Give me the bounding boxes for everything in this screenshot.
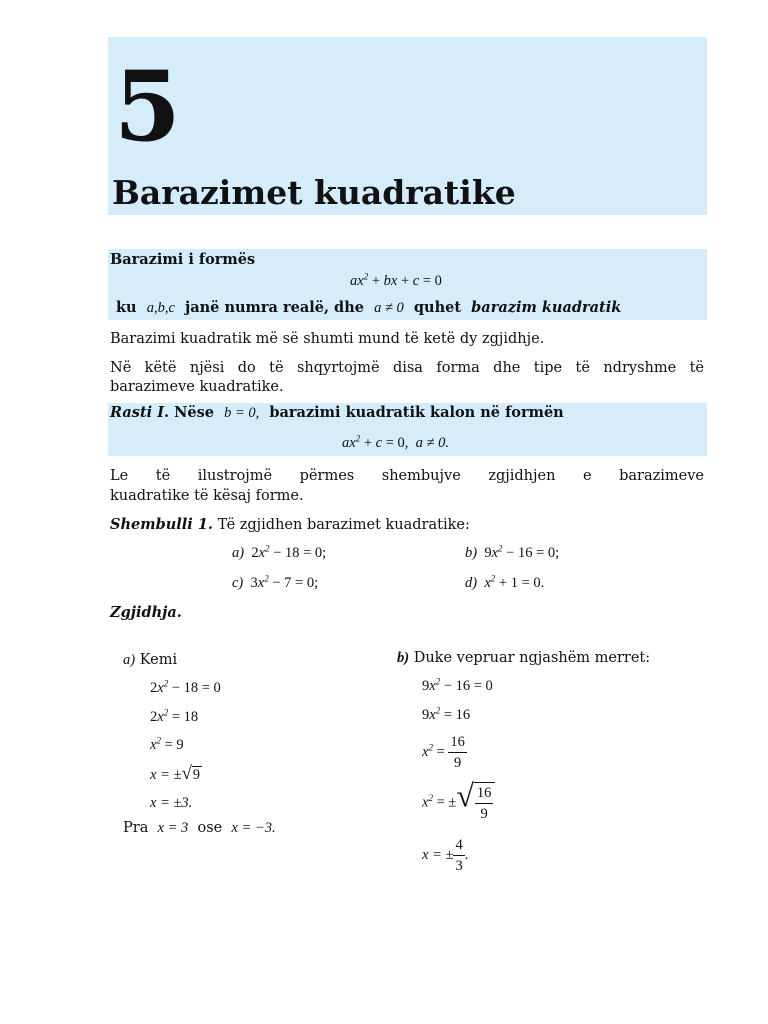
solution-a-line-2: $2x^2 = 18$ [150,707,199,725]
paragraph-2b: barazimeve kuadratike. [110,379,284,395]
definition-cond: a ≠ 0 [374,300,404,316]
example-text: Të zgjidhen barazimet kuadratike: [217,517,470,533]
case-nese: Nëse [174,404,214,421]
solution-a-line-1: $2x^2 - 18 = 0$ [150,678,221,696]
paragraph-1: Barazimi kuadratik më së shumti mund të ketë dy zgjidhje. [110,331,545,347]
definition-equation: $ax^2$ + bx + c = 0 [350,271,442,289]
example-label: Shembulli 1. [110,516,213,533]
solution-b-line-3: $x^2$ = $\frac{16}{9}$ [422,734,465,771]
case-line: Rasti I. Nëse b = 0, barazimi kuadratik kalon në formën [110,404,564,421]
definition-mid: janë numra realë, dhe [185,299,364,316]
definition-quhet: quhet [413,299,462,316]
solution-b-line-4: $x^2$ = ±√ $\frac{16}{9}$ [422,782,495,824]
example-b: b) $9x^2 - 16 = 0$; [465,543,560,561]
chapter-title: Barazimet kuadratike [112,173,516,212]
solution-a-final: Pra x = 3 ose x = −3. [123,820,276,836]
solution-b-intro: b) Duke vepruar ngjashëm merret: [397,650,651,666]
definition-line [116,298,621,318]
definition-term: barazim kuadratik [471,299,622,316]
solution-a-line-4: x = ±√9 [150,763,201,784]
paragraph-2a: Në këtë njësi do të shqyrtojmë disa forma dhe tipe të ndryshme të [110,360,704,376]
solution-b-line-5: x = ± $\frac{4}{3}$ . [422,837,469,874]
solution-a-line-3: $x^2 = 9$ [150,735,184,753]
definition-vars: a,b,c [146,300,175,316]
example-d: d) $x^2 + 1 = 0$. [465,573,545,591]
case-cond2: a ≠ 0. [415,435,449,451]
definition-lead: Barazimi i formës [110,251,256,268]
case-cond: b = 0, [224,405,260,421]
case-rest: barazimi kuadratik kalon në formën [269,404,564,421]
solution-b-line-2: $9x^2 = 16$ [422,705,471,723]
example-c: c) $3x^2 - 7 = 0$; [232,573,319,591]
example-line [110,515,470,535]
example-a: a) $2x^2 - 18 = 0$; [232,543,327,561]
chapter-number: 5 [114,50,181,163]
case-label: Rasti I [110,404,164,421]
solution-a-line-5: x = ±3. [150,795,193,811]
solution-a-intro: a) Kemi [123,652,178,668]
definition-ku: ku [116,299,137,316]
solution-label: Zgjidhja. [110,604,182,621]
illustrate-line-2: kuadratike të kësaj forme. [110,488,304,504]
case-equation: $ax^2 + c = 0$, a ≠ 0. [342,433,449,451]
solution-b-line-1: $9x^2 - 16 = 0$ [422,676,493,694]
illustrate-line-1: Le të ilustrojmë përmes shembujve zgjidhjen e barazimeve [110,468,704,484]
